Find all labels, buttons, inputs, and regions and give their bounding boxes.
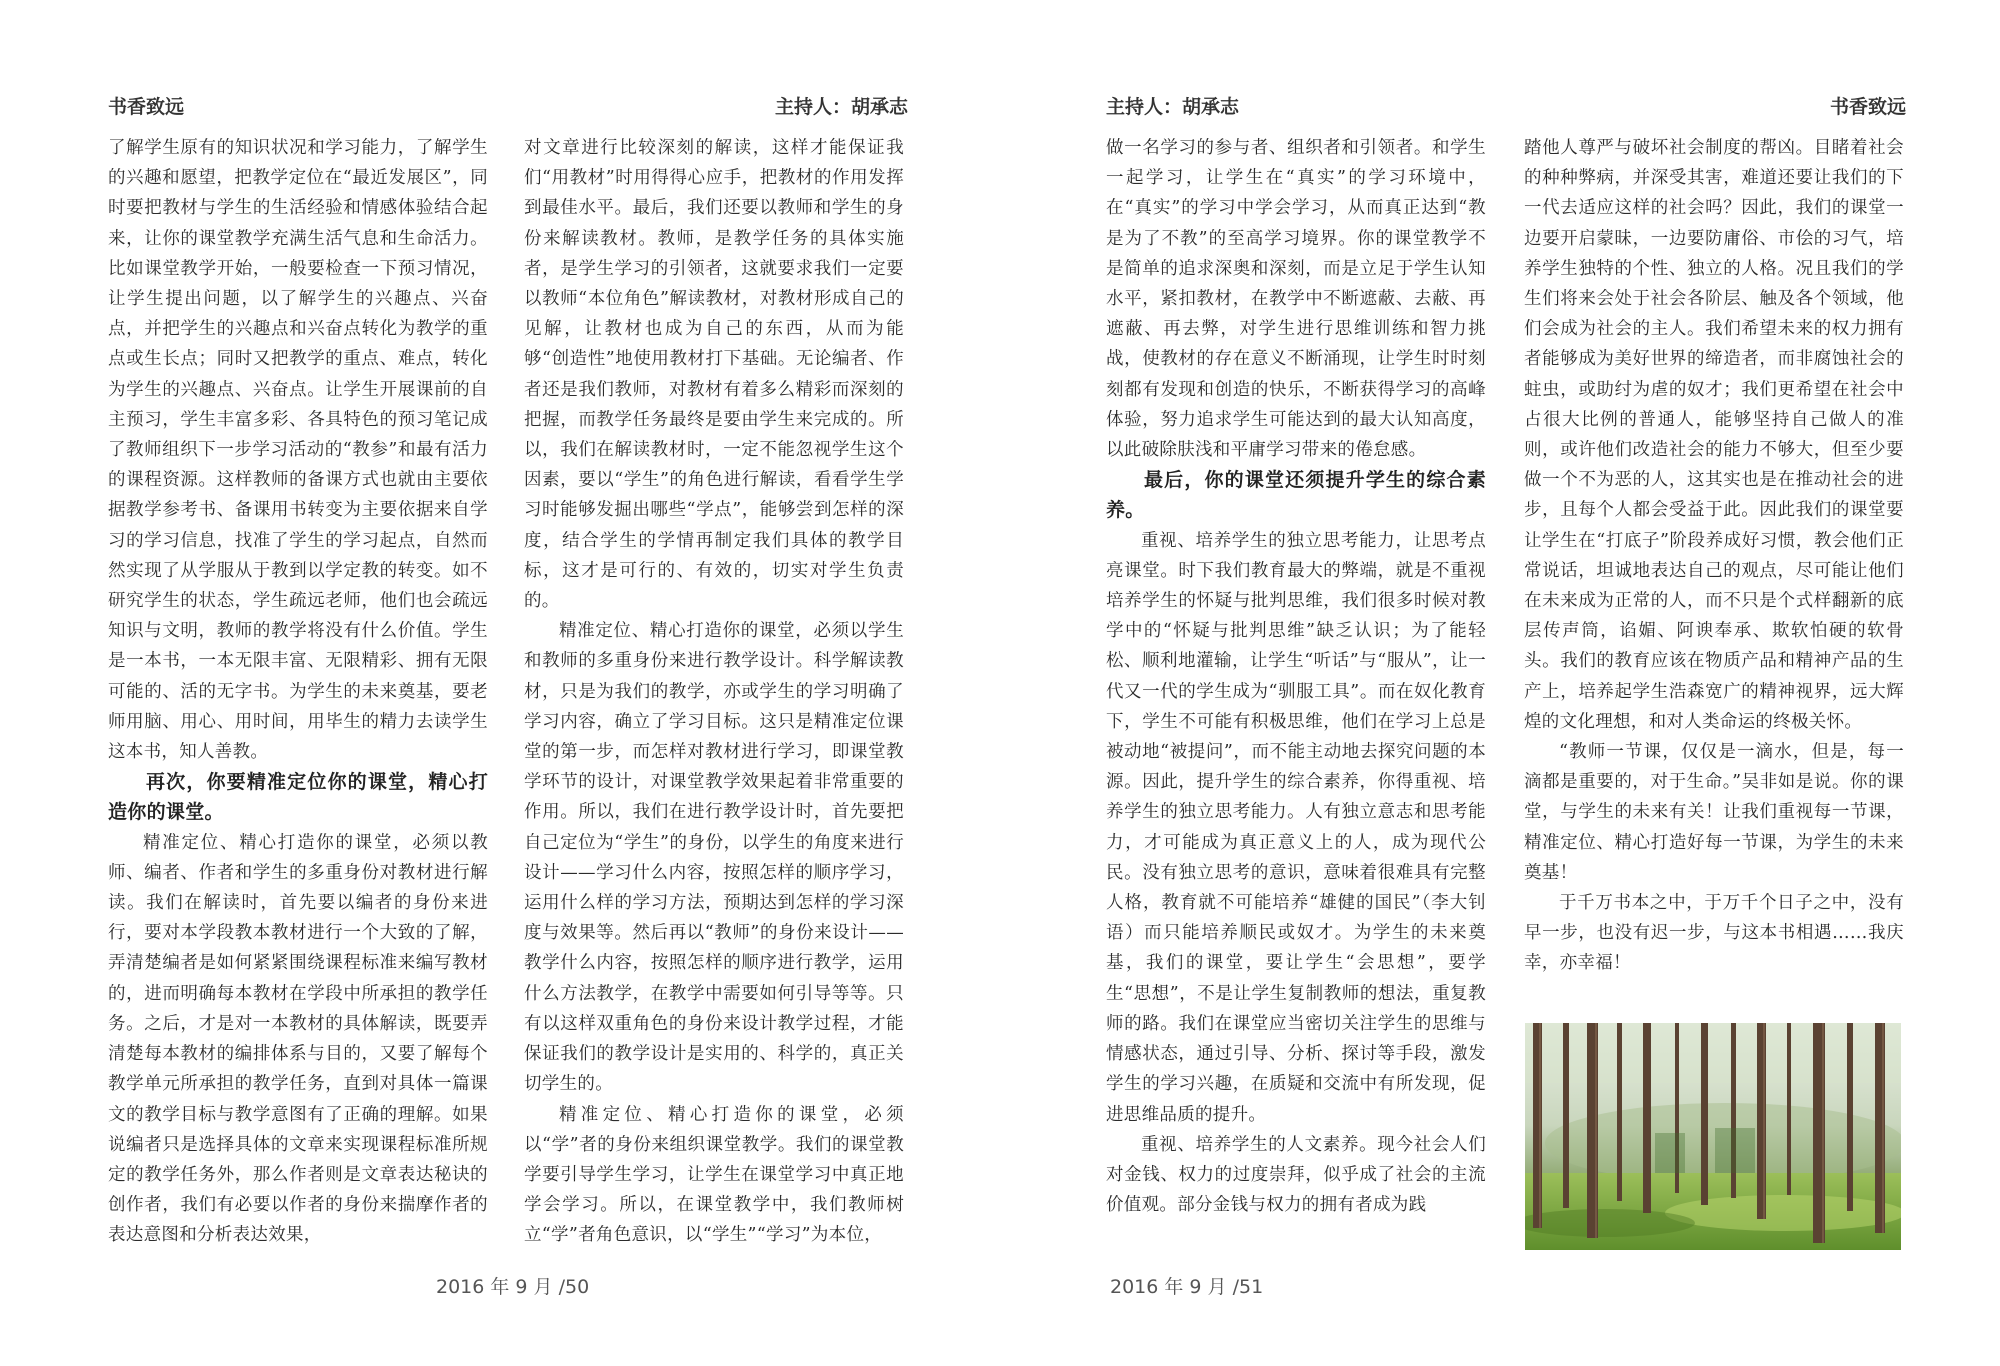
paragraph: 精准定位、精心打造你的课堂，必须以学生和教师的多重身份来进行教学设计。科学解读教材，只是为我们的教学，亦或学生的学习明确了学习内容，确立了学习目标。这只是精准定位课堂的第一步，而怎样对教材进行学习，即课堂教学环节的设计，对课堂教学效果起着非常重要的作用。所以，我们在进行教学设计时，首先要把自己定位为“学生”的身份，以学生的角度来进行设计——学习什么内容，按照怎样的顺序学习，运用什么样的学习方法，预期达到怎样的学习深度与效果等。然后再以“教师”的身份来设计——教学什么内容，按照怎样的顺序进行教学，运用什么方法教学，在教学中需要如何引导等等。只有以这样双重角色的身份来设计教学过程，才能保证我们的教学设计是实用的、科学的，真正关切学生的。 xyxy=(524,621,904,1095)
paragraph: 做一名学习的参与者、组织者和引领者。和学生一起学习，让学生在“真实”的学习环境中，在“真实”的学习中学会学习，从而真正达到“教是为了不教”的至高学习境界。你的课堂教学不是简单的追求深奥和深刻，而是立足于学生认知水平，紧扣教材，在教学中不断遮蔽、去蔽、再遮蔽、再去弊，对学生进行思维训练和智力挑战，使教材的存在意义不断涌现，让学生时时刻刻都有发现和创造的快乐，不断获得学习的高峰体验，努力追求学生可能达到的最大认知高度，以此破除肤浅和平庸学习带来的倦怠感。 xyxy=(1106,138,1486,461)
text-column xyxy=(1524,133,1904,1013)
forest-photo xyxy=(1525,1023,1901,1250)
paragraph: 了解学生原有的知识状况和学习能力，了解学生的兴趣和愿望，把教学定位在“最近发展区”，同时要把教材与学生的生活经验和情感体验结合起来，让你的课堂教学充满生活气息和生命活力。比如课堂教学开始，一般要检查一下预习情况，让学生提出问题，以了解学生的兴趣点、兴奋点，并把学生的兴趣点和兴奋点转化为教学的重点或生长点；同时又把教学的重点、难点，转化为学生的兴趣点、兴奋点。让学生开展课前的自主预习，学生丰富多彩、各具特色的预习笔记成了教师组织下一步学习活动的“教参”和最有活力的课程资源。这样教师的备课方式也就由主要依据教学参考书、备课用书转变为主要依据来自学习的学习信息，找准了学生的学习起点，自然而然实现了从学服从于教到以学定教的转变。如不研究学生的状态，学生疏远老师，他们也会疏远知识与文明，教师的教学将没有什么价值。学生是一本书，一本无限丰富、无限精彩、拥有无限可能的、活的无字书。为学生的未来奠基，要老师用脑、用心、用时间，用毕生的精力去读学生这本书，知人善教。 xyxy=(108,138,488,763)
text-column xyxy=(524,133,904,1253)
paragraph: 于千万书本之中，于万千个日子之中，没有早一步，也没有迟一步，与这本书相遇……我庆幸，亦幸福！ xyxy=(1524,893,1904,974)
section-heading: 最后，你的课堂还须提升学生的综合素养。 xyxy=(1106,469,1486,522)
section-title: 书香致远 xyxy=(108,96,185,118)
paragraph: 重视、培养学生的独立思考能力，让思考点亮课堂。时下我们教育最大的弊端，就是不重视培养学生的怀疑与批判思维，我们很多时候对教学中的“怀疑与批判思维”缺乏认识；为了能轻松、顺利地灌输，让学生“听话”与“服从”，让一代又一代的学生成为“驯服工具”。而在奴化教育下，学生不可能有积极思维，他们在学习上总是被动地“被提问”，而不能主动地去探究问题的本源。因此，提升学生的综合素养，你得重视、培养学生的独立思考能力。人有独立意志和思考能力，才可能成为真正意义上的人，成为现代公民。没有独立思考的意识，意味着很难具有完整人格，教育就不可能培养“雄健的国民”（李大钊语）而只能培养顺民或奴才。为学生的未来奠基，我们的课堂，要让学生“会思想”，要学生“思想”，不是让学生复制教师的想法，重复教师的路。我们在课堂应当密切关注学生的思维与情感状态，通过引导、分析、探讨等手段，激发学生的学习兴趣，在质疑和交流中有所发现，促进思维品质的提升。 xyxy=(1106,530,1486,1125)
section-title: 书香致远 xyxy=(1829,96,1906,118)
text-column xyxy=(1106,133,1486,1253)
paragraph: 对文章进行比较深刻的解读，这样才能保证我们“用教材”时用得得心应手，把教材的作用发挥到最佳水平。最后，我们还要以教师和学生的身份来解读教材。教师，是教学任务的具体实施者，是学生学习的引领者，这就要求我们一定要以教师“本位角色”解读教材，对教材形成自己的见解，让教材也成为自己的东西，从而为能够“创造性”地使用教材打下基础。无论编者、作者还是我们教师，对教材有着多么精彩而深刻的把握，而教学任务最终是要由学生来完成的。所以，我们在解读教材时，一定不能忽视学生这个因素，要以“学生”的角色进行解读，看看学生学习时能够发掘出哪些“学点”，能够尝到怎样的深度，结合学生的学情再制定我们具体的教学目标，这才是可行的、有效的，切实对学生负责的。 xyxy=(524,138,904,612)
page-number: 2016 年 9 月 /51 xyxy=(1110,1276,1264,1298)
section-heading: 再次，你要精准定位你的课堂，精心打造你的课堂。 xyxy=(108,771,488,824)
host-credit: 主持人：胡承志 xyxy=(1106,96,1240,118)
paragraph: 精准定位、精心打造你的课堂，必须以教师、编者、作者和学生的多重身份对教材进行解读。我们在解读时，首先要以编者的身份来进行，要对本学段教本教材进行一个大致的了解，弄清楚编者是如何紧紧围绕课程标准来编写教材的，进而明确每本教材在学段中所承担的教学任务。之后，才是对一本教材的具体解读，既要弄清楚每本教材的编排体系与目的，又要了解每个教学单元所承担的教学任务，直到对具体一篇课文的教学目标与教学意图有了正确的理解。如果说编者只是选择具体的文章来实现课程标准所规定的教学任务外，那么作者则是文章表达秘诀的创作者，我们有必要以作者的身份来揣摩作者的表达意图和分析表达效果， xyxy=(108,832,488,1246)
paragraph: 踏他人尊严与破坏社会制度的帮凶。目睹着社会的种种弊病，并深受其害，难道还要让我们的下一代去适应这样的社会吗？因此，我们的课堂一边要开启蒙昧，一边要防庸俗、市侩的习气，培养学生独特的个性、独立的人格。况且我们的学生们将来会处于社会各阶层、触及各个领域，他们会成为社会的主人。我们希望未来的权力拥有者能够成为美好世界的缔造者，而非腐蚀社会的蛀虫，或助纣为虐的奴才；我们更希望在社会中占很大比例的普通人，能够坚持自己做人的准则，或许他们改造社会的能力不够大，但至少要做一个不为恶的人，这其实也是在推动社会的进步，且每个人都会受益于此。因此我们的课堂要让学生在“打底子”阶段养成好习惯，教会他们正常说话，坦诚地表达自己的观点，尽可能让他们在未来成为正常的人，而不只是个式样翻新的底层传声筒，谄媚、阿谀奉承、欺软怕硬的软骨头。我们的教育应该在物质产品和精神产品的生产上，培养起学生浩森宽广的精神视界，远大辉煌的文化理想，和对人类命运的终极关怀。 xyxy=(1524,138,1904,732)
right-page xyxy=(1000,0,2000,1366)
text-column xyxy=(108,133,488,1253)
page-number: 2016 年 9 月 /50 xyxy=(436,1276,590,1298)
paragraph: “教师一节课，仅仅是一滴水，但是，每一滴都是重要的，对于生命。”吴非如是说。你的课堂，与学生的未来有关！让我们重视每一节课，精准定位、精心打造好每一节课，为学生的未来奠基！ xyxy=(1524,742,1904,883)
host-credit: 主持人：胡承志 xyxy=(774,96,908,118)
paragraph: 重视、培养学生的人文素养。现今社会人们对金钱、权力的过度崇拜，似乎成了社会的主流价值观。部分金钱与权力的拥有者成为践 xyxy=(1106,1134,1486,1216)
paragraph: 精准定位、精心打造你的课堂，必须以“学”者的身份来组织课堂教学。我们的课堂教学要引导学生学习，让学生在课堂学习中真正地学会学习。所以，在课堂教学中，我们教师树立“学”者角色意识，以“学生”“学习”为本位， xyxy=(524,1104,904,1246)
